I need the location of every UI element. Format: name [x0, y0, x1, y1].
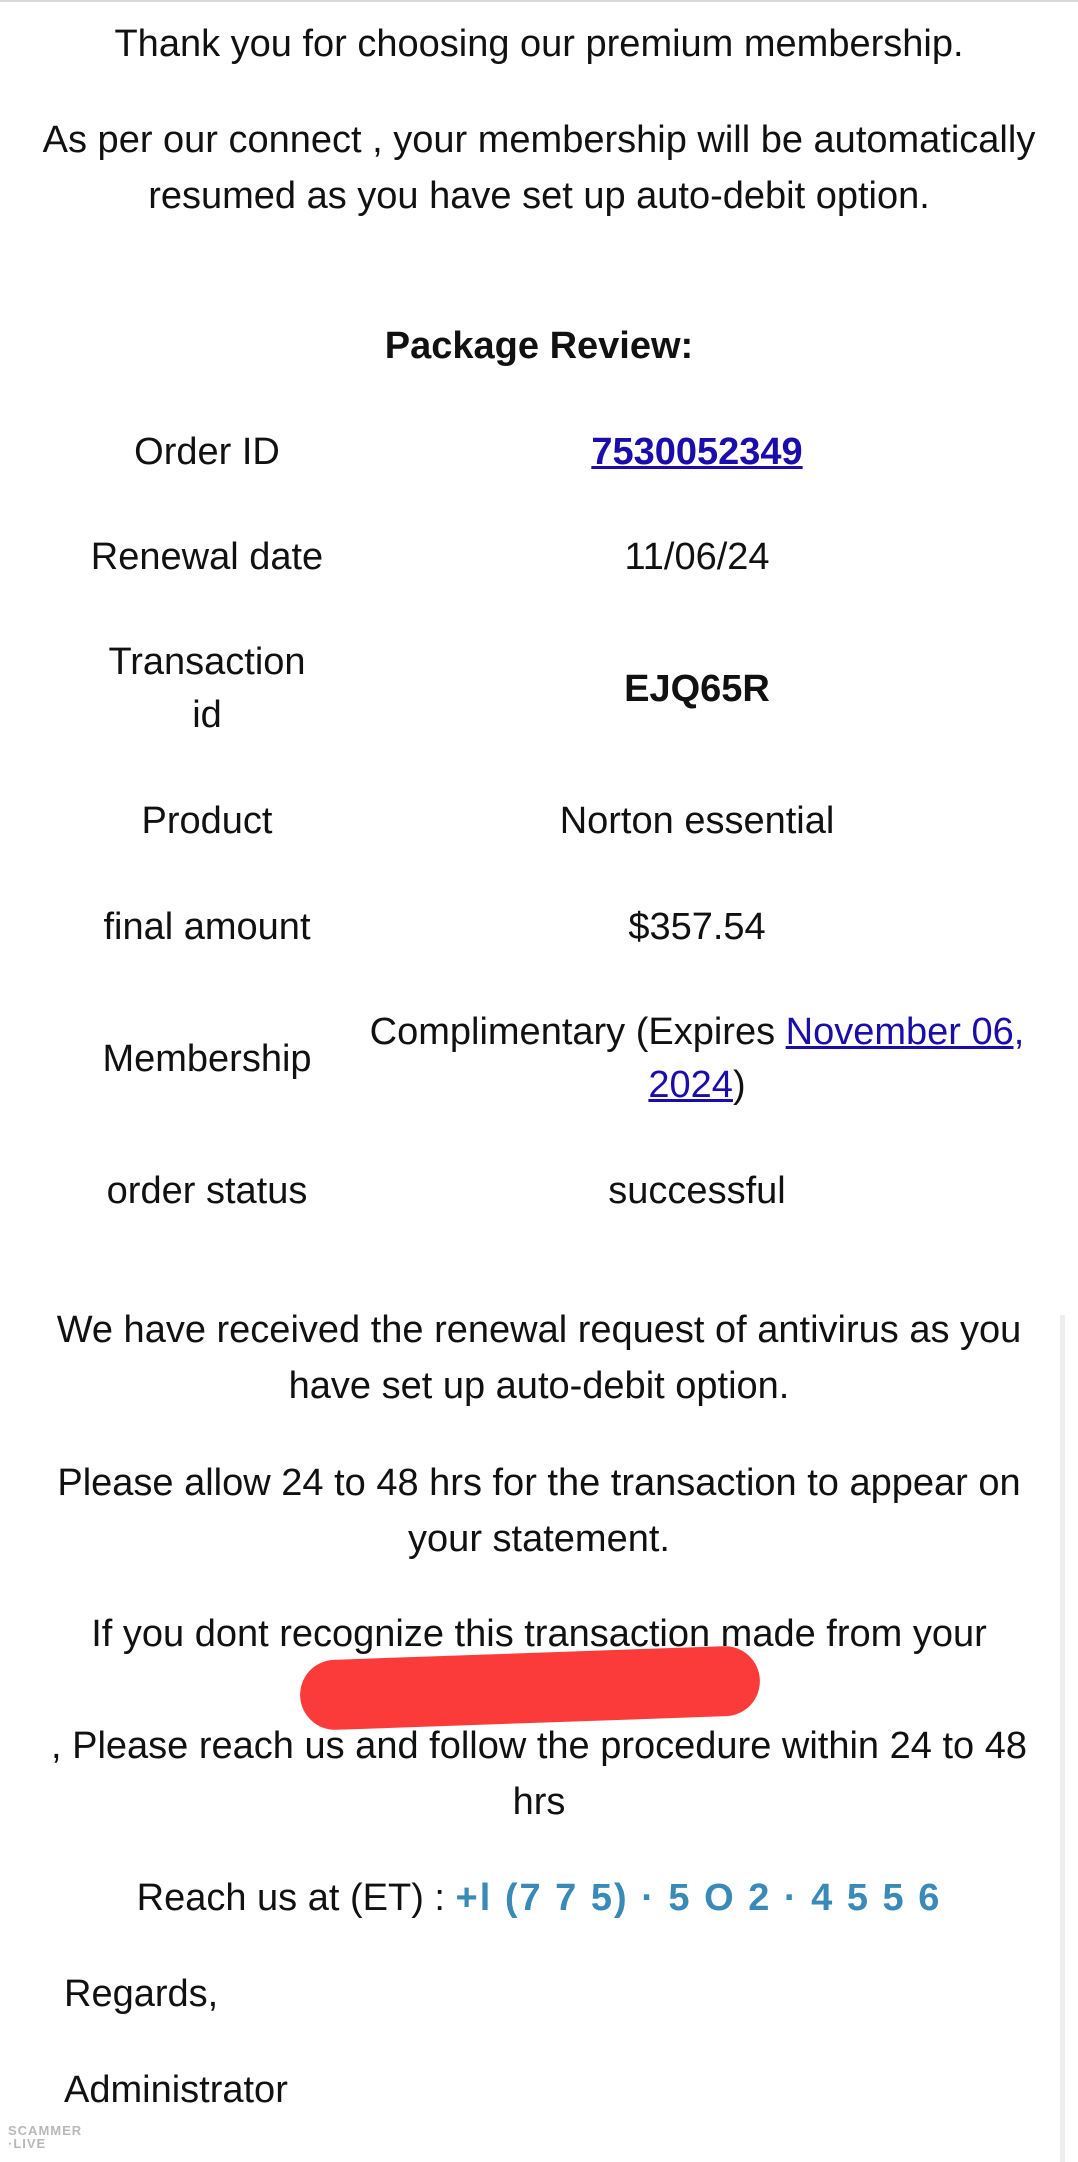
- transaction-id-label-text: Transaction id: [108, 641, 306, 736]
- signature-text: Administrator: [64, 2069, 288, 2111]
- final-amount-value: $357.54: [628, 905, 766, 948]
- top-divider: [0, 0, 1078, 2]
- order-id-value: [354, 400, 1040, 504]
- transaction-id-label: [60, 610, 354, 768]
- reach-us-line: [40, 1870, 1038, 1926]
- order-status-value: successful: [608, 1169, 786, 1212]
- membership-label: Membership: [102, 1037, 312, 1080]
- membership-value: [354, 980, 1040, 1138]
- transaction-id-value: EJQ65R: [624, 667, 770, 710]
- reach-procedure-text: , Please reach us and follow the procedure within 24 to 48 hrs: [51, 1725, 1027, 1823]
- watermark-line2: ·LIVE: [8, 2136, 47, 2151]
- watermark: [8, 2124, 82, 2150]
- regards-text: Regards,: [64, 1973, 219, 2015]
- membership-suffix: ): [732, 1064, 746, 1106]
- renewal-date-value: 11/06/24: [624, 535, 770, 578]
- auto-resume-text: As per our connect , your membership will be automatically resumed as you have set up auto-debit option.: [42, 119, 1036, 217]
- row-order-id: [60, 400, 1040, 504]
- row-final-amount: [60, 874, 1040, 980]
- scrollbar-track[interactable]: [1060, 1315, 1065, 2162]
- allow-hours-text: Please allow 24 to 48 hrs for the transaction to appear on your statement.: [57, 1462, 1021, 1560]
- renewal-date-label: Renewal date: [90, 535, 324, 578]
- watermark-line1: SCAMMER: [8, 2123, 83, 2138]
- phone-number[interactable]: +l (7 7 5) · 5 O 2 · 4 5 5 6: [455, 1877, 942, 1919]
- order-id-link[interactable]: 7530052349: [591, 430, 803, 473]
- reach-us-label: Reach us at (ET) :: [136, 1877, 456, 1919]
- thanks-text: Thank you for choosing our premium membership.: [114, 23, 964, 65]
- row-order-status: [60, 1138, 1040, 1244]
- row-renewal-date: [60, 504, 1040, 610]
- row-transaction-id: [60, 610, 1040, 768]
- product-value: Norton essential: [559, 799, 835, 842]
- package-review-table: [60, 400, 1040, 1244]
- membership-prefix: Complimentary (Expires: [369, 1011, 786, 1053]
- final-amount-label: final amount: [103, 905, 311, 948]
- order-status-label: order status: [106, 1169, 308, 1212]
- row-membership: [60, 980, 1040, 1138]
- membership-expiry-link[interactable]: November 06, 2024: [648, 1011, 1025, 1106]
- renewal-received-text: We have received the renewal request of antivirus as you have set up auto-debit option.: [56, 1309, 1022, 1407]
- row-product: [60, 768, 1040, 874]
- package-review-heading: Package Review:: [384, 325, 694, 367]
- product-label: Product: [141, 799, 273, 842]
- order-id-label: Order ID: [134, 430, 280, 473]
- dont-recognize-text: If you dont recognize this transaction made from your: [91, 1613, 987, 1655]
